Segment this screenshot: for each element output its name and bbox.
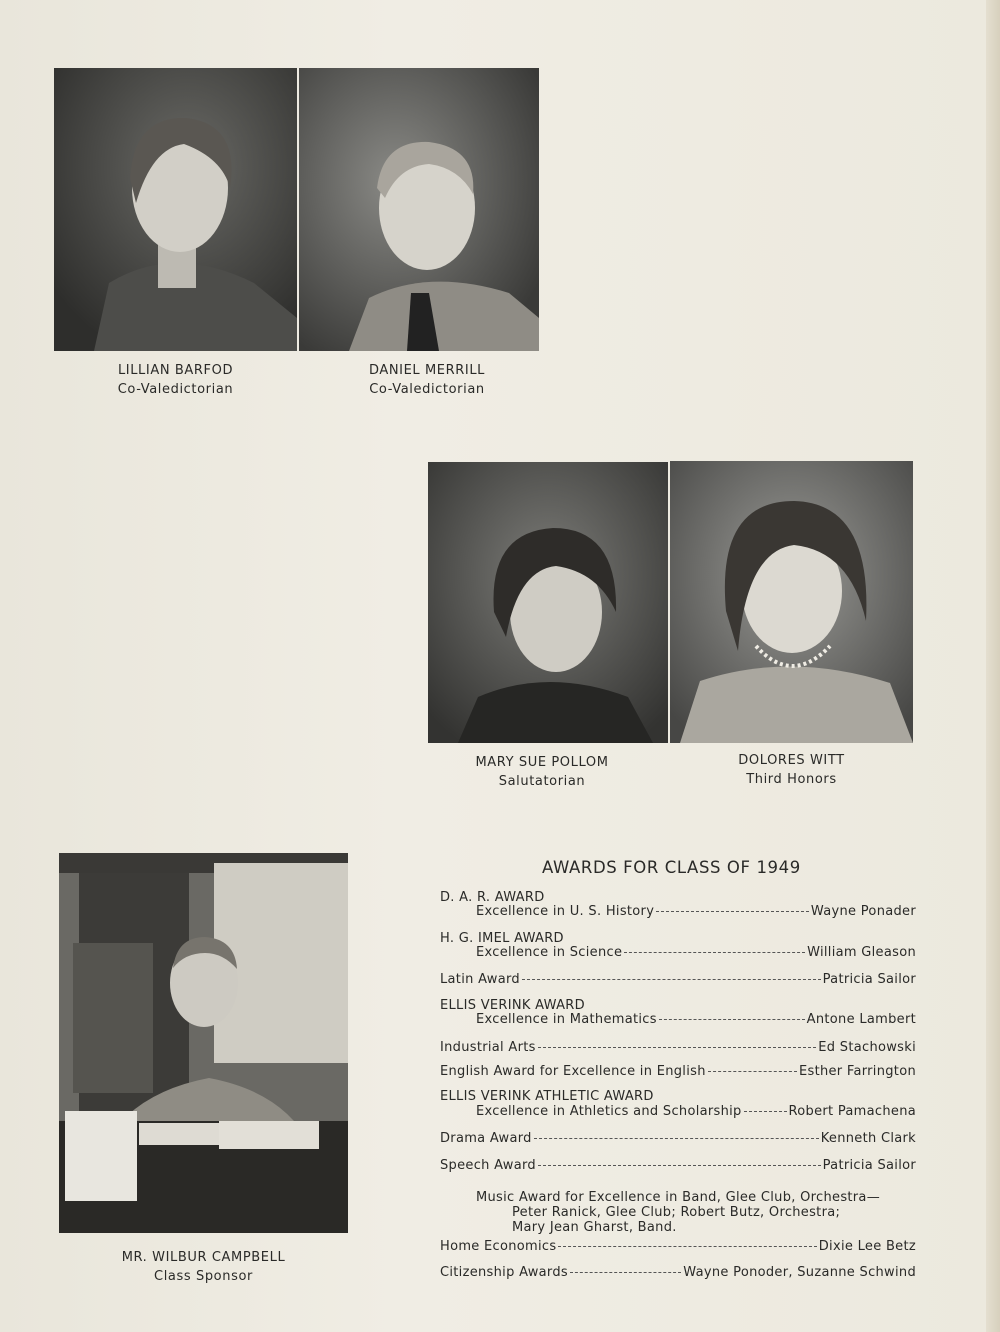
award-label: Excellence in U. S. History [476,904,655,919]
caption-campbell [59,1248,348,1286]
award-winner: Patricia Sailor [822,1158,916,1173]
portrait-photo-pollom [428,462,668,743]
music-award-line: Peter Ranick, Glee Club; Robert Butz, Orchestra; [512,1205,841,1220]
award-winner: Ed Stachowski [818,1040,916,1055]
award-winner: Dixie Lee Betz [818,1239,916,1254]
award-label: Latin Award [440,972,520,987]
award-entry [476,904,916,922]
award-entry [440,1040,916,1058]
leader-dashes [708,1071,797,1072]
award-winner: Robert Pamachena [788,1104,916,1119]
leader-dashes [659,1019,805,1020]
leader-dashes [570,1272,681,1273]
award-heading-text: D. A. R. AWARD [440,890,545,905]
award-winner: Wayne Ponader [810,904,916,919]
award-label: English Award for Excellence in English [440,1064,706,1079]
portrait-title: Salutatorian [498,774,586,789]
award-winner: Antone Lambert [806,1012,916,1027]
award-winner: Patricia Sailor [822,972,916,987]
award-label: Home Economics [440,1239,557,1254]
award-label: Citizenship Awards [440,1265,568,1280]
caption-barfod [54,361,297,399]
portrait-photo-merrill [299,68,539,351]
caption-pollom [428,753,656,791]
award-entry [476,945,916,963]
portrait-title: Third Honors [746,772,837,787]
award-winner: William Gleason [807,945,916,960]
award-label: Speech Award [440,1158,536,1173]
award-winner: Esther Farrington [798,1064,916,1079]
award-entry [440,1239,916,1257]
leader-dashes [624,952,805,953]
award-heading-text: ELLIS VERINK AWARD [440,998,585,1013]
music-award-line: Music Award for Excellence in Band, Glee Club, Orchestra— [476,1190,880,1205]
award-entry [476,1104,916,1122]
music-award [476,1190,916,1235]
award-winner: Kenneth Clark [820,1131,916,1146]
award-entry [440,1064,916,1082]
award-entry [440,1265,916,1283]
leader-dashes [744,1111,787,1112]
leader-dashes [538,1165,821,1166]
awards-title: AWARDS FOR CLASS OF 1949 [542,858,801,877]
page-edge [986,0,1000,1332]
music-award-line: Mary Jean Gharst, Band. [512,1220,677,1235]
award-entry [440,972,916,990]
portrait-photo-witt [670,461,913,743]
award-label: Excellence in Mathematics [476,1012,657,1027]
portrait-photo-barfod [54,68,297,351]
portrait-name: MARY SUE POLLOM [475,755,609,770]
portrait-title: Co-Valedictorian [117,382,234,397]
award-entry [476,1012,916,1030]
portrait-name: DANIEL MERRILL [368,363,486,378]
leader-dashes [522,979,821,980]
caption-witt [670,751,913,789]
leader-dashes [538,1047,817,1048]
portrait-name: LILLIAN BARFOD [117,363,234,378]
leader-dashes [656,911,809,912]
portrait-name: MR. WILBUR CAMPBELL [121,1250,286,1265]
award-entry [440,1131,916,1149]
caption-merrill [299,361,555,399]
award-heading-text: ELLIS VERINK ATHLETIC AWARD [440,1089,654,1104]
portrait-title: Co-Valedictorian [369,382,485,397]
leader-dashes [558,1246,816,1247]
portrait-title: Class Sponsor [154,1269,253,1284]
portrait-name: DOLORES WITT [738,753,845,768]
award-label: Industrial Arts [440,1040,536,1055]
portrait-photo-campbell [59,853,348,1233]
award-heading-text: H. G. IMEL AWARD [440,931,564,946]
award-label: Excellence in Athletics and Scholarship [476,1104,742,1119]
award-label: Drama Award [440,1131,532,1146]
award-label: Excellence in Science [476,945,623,960]
leader-dashes [534,1138,819,1139]
award-entry [440,1158,916,1176]
award-winner: Wayne Ponoder, Suzanne Schwind [683,1265,916,1280]
